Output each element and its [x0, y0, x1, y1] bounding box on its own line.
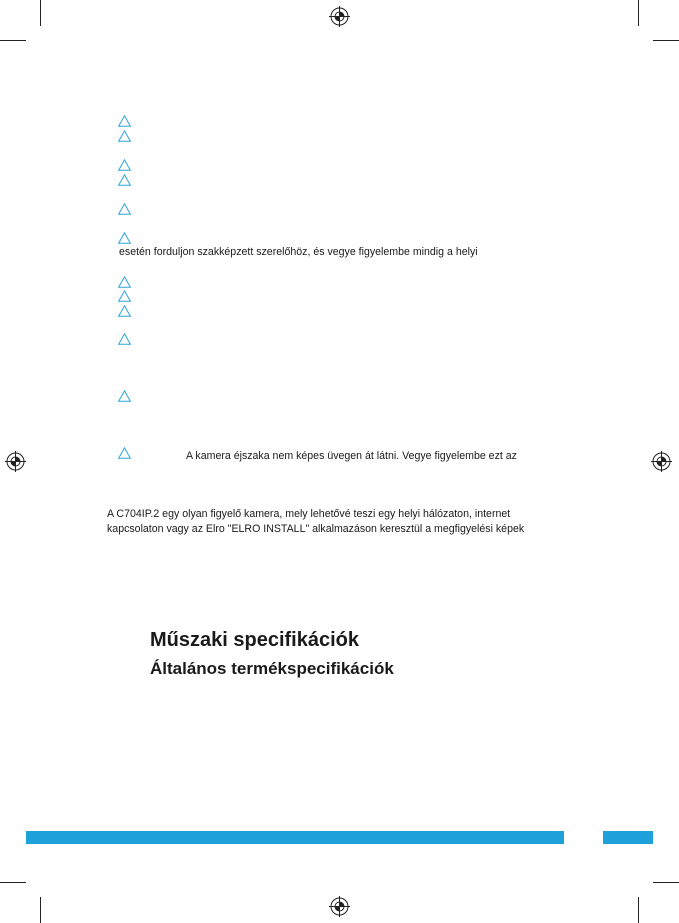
warning-triangle-icon	[118, 159, 131, 171]
warning-triangle-icon	[118, 447, 131, 459]
warning-triangle-icon	[118, 290, 131, 302]
intro-text: A C704IP.2 egy olyan figyelő kamera, mely lehetővé teszi egy helyi hálózaton, internet	[107, 508, 511, 520]
warning-triangle-icon	[118, 203, 131, 215]
registration-mark-left	[5, 451, 26, 472]
intro-text: kapcsolaton vagy az Elro "ELRO INSTALL" alkalmazáson keresztül a megfigyelési képek	[107, 523, 525, 535]
section-title: Műszaki specifikációk	[150, 629, 359, 651]
warning-triangle-icon	[118, 305, 131, 317]
crop-mark-top-left-v	[40, 0, 41, 26]
warning-triangle-icon	[118, 276, 131, 288]
crop-mark-top-right-v	[638, 0, 639, 26]
crop-mark-bottom-left-h	[0, 882, 26, 883]
crop-mark-bottom-right-v	[638, 897, 639, 923]
registration-mark-bottom	[329, 896, 350, 917]
crop-mark-top-left-h	[0, 40, 26, 41]
warning-triangle-icon	[118, 174, 131, 186]
registration-mark-top	[329, 6, 350, 27]
warning-triangle-icon	[118, 390, 131, 402]
warning-triangle-icon	[118, 333, 131, 345]
warning-text: esetén forduljon szakképzett szerelőhöz, és vegye figyelembe mindig a helyi	[119, 246, 478, 258]
crop-mark-bottom-right-h	[653, 882, 679, 883]
footer-accent-bar	[26, 831, 564, 844]
warning-triangle-icon	[118, 232, 131, 244]
section-subtitle: Általános termékspecifikációk	[150, 659, 394, 678]
crop-mark-top-right-h	[653, 40, 679, 41]
warning-text: A kamera éjszaka nem képes üvegen át látni. Vegye figyelembe ezt az	[186, 450, 517, 462]
warning-triangle-icon	[118, 130, 131, 142]
warning-triangle-icon	[118, 115, 131, 127]
footer-page-tab	[603, 831, 653, 844]
registration-mark-right	[651, 451, 672, 472]
crop-mark-bottom-left-v	[40, 897, 41, 923]
